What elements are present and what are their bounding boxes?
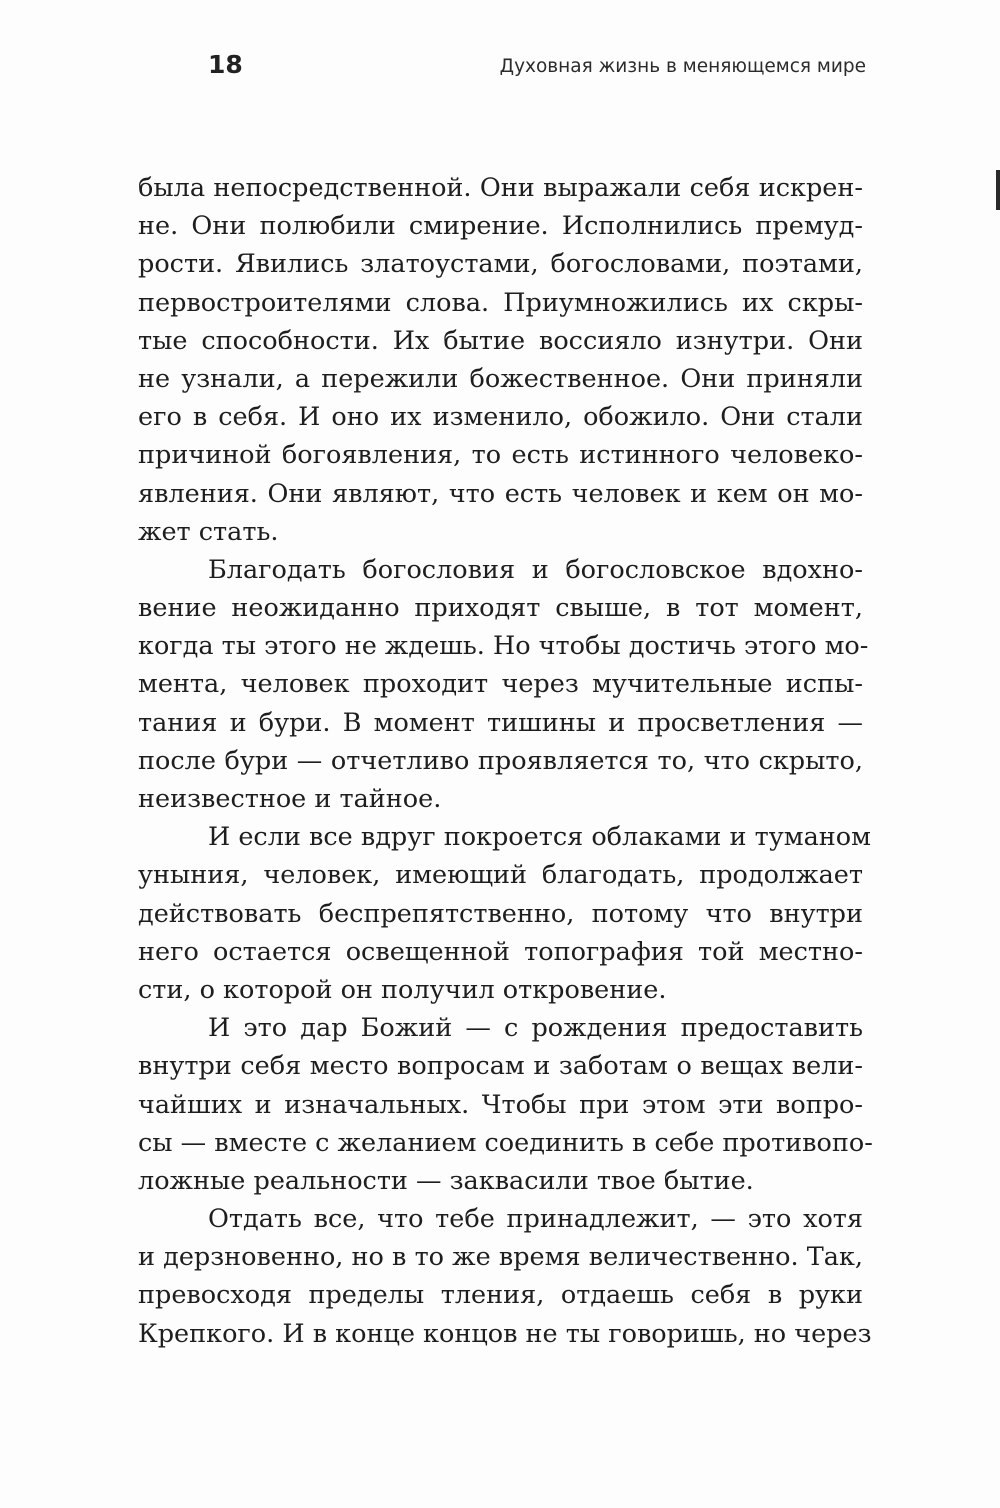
- text-line: не узнали, а пережили божественное. Они приняли: [138, 363, 863, 394]
- text-line: тые способности. Их бытие воссияло изнутри. Они: [138, 325, 863, 356]
- text-line: сы — вместе с желанием соединить в себе противопо-: [138, 1127, 873, 1158]
- text-line: Крепкого. И в конце концов не ты говоришь, но через: [138, 1318, 872, 1349]
- text-line: после бури — отчетливо проявляется то, что скрыто,: [138, 745, 863, 776]
- text-line: его в себя. И оно их изменило, обожило. Они стали: [138, 402, 863, 433]
- text-line: него остается освещенной топография той местно-: [138, 936, 863, 967]
- text-line: действовать беспрепятственно, потому что внутри: [138, 898, 863, 929]
- text-line: уныния, человек, имеющий благодать, продолжает: [138, 860, 863, 891]
- text-line: жет стать.: [138, 516, 279, 547]
- text-line: первостроителями слова. Приумножились их скры-: [138, 287, 863, 318]
- text-line: Благодать богословия и богословское вдохно-: [208, 554, 863, 585]
- paragraph: [138, 1200, 872, 1353]
- text-line: и дерзновенно, но в то же время величественно. Так,: [138, 1242, 863, 1273]
- paragraph: [138, 551, 869, 818]
- text-line: не. Они полюбили смирение. Исполнились премуд-: [138, 211, 863, 242]
- text-line: неизвестное и тайное.: [138, 784, 442, 814]
- text-line: рости. Явились златоустами, богословами, поэтами,: [138, 249, 863, 280]
- text-line: тания и бури. В момент тишины и просветления —: [138, 707, 863, 738]
- text-line: сти, о которой он получил откровение.: [138, 974, 667, 1005]
- page-number: 18: [208, 50, 243, 79]
- paragraph: [138, 818, 871, 1009]
- text-line: мента, человек проходит через мучительные испы-: [138, 669, 863, 700]
- text-line: чайших и изначальных. Чтобы при этом эти вопро-: [138, 1089, 863, 1120]
- text-line: была непосредственной. Они выражали себя искрен-: [138, 173, 863, 203]
- text-line: когда ты этого не ждешь. Но чтобы достичь этого мо-: [138, 631, 869, 662]
- page-edge-mark: [996, 170, 1000, 210]
- running-title: Духовная жизнь в меняющемся мире: [499, 56, 866, 77]
- body-text: [138, 169, 873, 1353]
- paragraph: [138, 1009, 873, 1200]
- text-line: Отдать все, что тебе принадлежит, — это хотя: [208, 1204, 863, 1235]
- text-line: внутри себя место вопросам и заботам о вещах вели-: [138, 1051, 863, 1082]
- paragraph: [138, 169, 863, 551]
- text-line: причиной богоявления, то есть истинного человеко-: [138, 440, 863, 471]
- text-line: превосходя пределы тления, отдаешь себя в руки: [138, 1280, 863, 1311]
- text-line: И если все вдруг покроется облаками и туманом: [208, 822, 871, 853]
- text-line: И это дар Божий — с рождения предоставить: [208, 1013, 863, 1044]
- text-line: явления. Они являют, что есть человек и кем он мо-: [138, 478, 863, 509]
- text-line: вение неожиданно приходят свыше, в тот момент,: [138, 593, 863, 624]
- text-line: ложные реальности — заквасили твое бытие.: [138, 1165, 754, 1196]
- page-header: [208, 50, 866, 84]
